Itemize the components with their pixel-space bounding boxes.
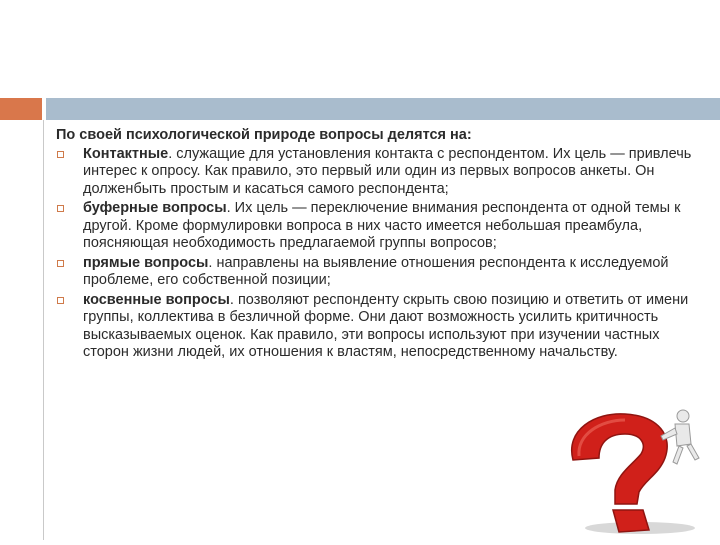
item-text: . позволяют респонденту скрыть свою позицию и ответить от имени группы, коллектива в безличной форме. Они дают возможность усилить критичность высказываемых оценок. Как правило, эти вопросы используют при изучении частных сторон жизни людей, их отношения к властям, непосредственному начальству. — [83, 291, 689, 360]
item-term: Контактные — [83, 145, 169, 162]
list-item — [56, 200, 696, 253]
list-item — [56, 292, 696, 362]
question-mark-with-figure-icon — [555, 400, 715, 540]
list-item — [56, 146, 696, 199]
left-divider-line — [43, 120, 44, 540]
title-bar-accent — [0, 98, 42, 120]
item-text: . служащие для установления контакта с респондентом. Их цель — привлечь интерес к опросу. Как правило, это первый или один из первых вопросов анкеты. Он долженбыть простым и касаться самого респондента; — [83, 145, 692, 197]
question-types-list — [56, 146, 696, 362]
item-term: буферные вопросы — [83, 200, 227, 216]
intro-text: По своей психологической природе вопросы делятся на: — [56, 127, 472, 143]
question-mark-illustration — [555, 400, 715, 540]
item-term: прямые вопросы — [83, 254, 209, 271]
square-bullet-icon — [57, 260, 64, 267]
square-bullet-icon — [57, 151, 64, 158]
item-text: . направлены на выявление отношения респондента к исследуемой проблеме, его собственной позиции; — [83, 254, 669, 288]
item-text: . Их цель — переключение внимания респондента от одной темы к другой. Кроме формулировки вопроса в них часто имеется небольшая преамбула, поясняющая необходимость предлагаемой группы вопросов; — [83, 200, 681, 251]
title-bar-band — [46, 98, 720, 120]
item-term: косвенные вопросы — [83, 291, 230, 308]
title-bar — [0, 98, 720, 120]
slide-content — [56, 127, 696, 364]
list-item — [56, 255, 696, 290]
square-bullet-icon — [57, 205, 64, 212]
square-bullet-icon — [57, 297, 64, 304]
